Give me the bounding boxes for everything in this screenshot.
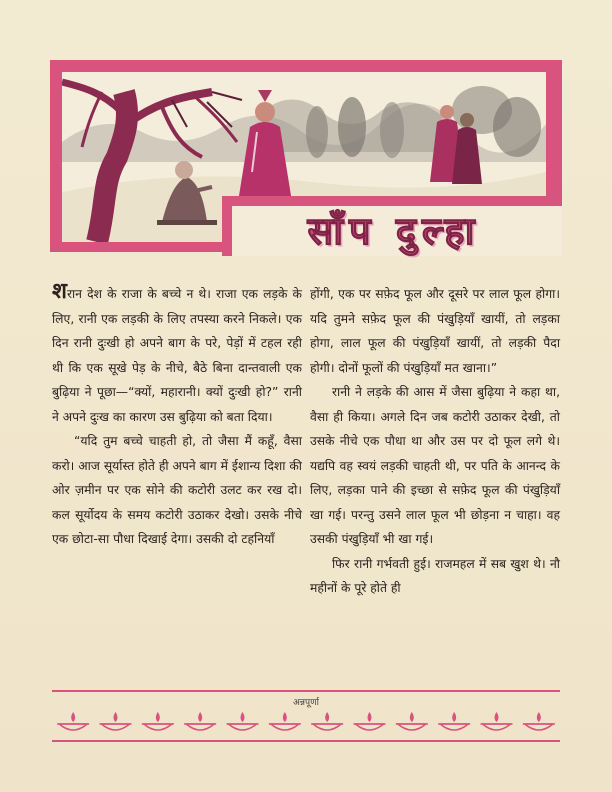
paragraph bbox=[310, 552, 560, 601]
paragraph bbox=[52, 279, 302, 429]
paragraph-text: “यदि तुम बच्चे चाहती हो, तो जैसा मैं कहूँ, वैसा करो। आज सूर्यास्त होते ही अपने बाग में ईशान्य दिशा की ओर ज़मीन पर एक सोने की कटोरी उलट कर रख दो। कल सूर्योदय के समय कटोरी उठाकर देखो। उसके नीचे एक छोटा-सा पौधा दिखाई देगा। उसकी दो टहनियाँ bbox=[52, 434, 302, 546]
footer-rule bbox=[52, 690, 560, 692]
diya-lamp-icon bbox=[227, 712, 259, 730]
paragraph-text: होंगी, एक पर सफ़ेद फूल और दूसरे पर लाल फूल होगा। यदि तुमने सफ़ेद फूल की पंखुड़ियाँ खायीं, तो लड़का होगा, लाल फूल की पंखुड़ियाँ खायीं, तो लड़की पैदा होगी। दोनों फूलों की पंखुड़ियाँ मत खाना।” bbox=[310, 287, 560, 375]
diya-lamp-icon bbox=[100, 712, 132, 730]
diya-lamp-icon bbox=[184, 712, 216, 730]
drop-cap: श bbox=[52, 279, 67, 304]
story-title: साँप दुल्हा bbox=[307, 209, 481, 253]
paragraph bbox=[310, 380, 560, 552]
diya-lamp-icon bbox=[142, 712, 174, 730]
left-column bbox=[52, 279, 302, 552]
diya-lamp-icon bbox=[523, 712, 555, 730]
paragraph-text: फिर रानी गर्भवती हुई। राजमहल में सब खुश थे। नौ महीनों के पूरे होते ही bbox=[310, 556, 560, 595]
lamp-border bbox=[52, 708, 560, 738]
paragraph-text: रान देश के राजा के बच्चे न थे। राजा एक लड़के के लिए, रानी एक लड़की के लिए तपस्या करने निकले। एक दिन रानी दुःखी हो अपने बाग के परे, पेड़ों में टहल रही थी कि एक सूखे पेड़ के नीचे, बैठे बिना दान्तवाली एक बुढ़िया ने पूछा—“क्यों, महारानी। क्यों दुःखी हो?” रानी ने अपने दुःख का कारण उस बुढ़िया को बता दिया। bbox=[52, 287, 302, 424]
right-column bbox=[310, 282, 560, 601]
diya-lamp-icon bbox=[57, 712, 89, 730]
diya-lamp-icon bbox=[438, 712, 470, 730]
magazine-name: अन्नपूर्णा bbox=[293, 698, 319, 708]
diya-lamp-icon bbox=[52, 708, 560, 738]
diya-lamp-icon bbox=[311, 712, 343, 730]
paragraph bbox=[310, 282, 560, 380]
diya-lamp-icon bbox=[269, 712, 301, 730]
footer-rule bbox=[52, 740, 560, 742]
diya-lamp-icon bbox=[354, 712, 386, 730]
diya-lamp-icon bbox=[481, 712, 513, 730]
paragraph bbox=[52, 429, 302, 552]
paragraph-text: रानी ने लड़के की आस में जैसा बुढ़िया ने कहा था, वैसा ही किया। अगले दिन जब कटोरी उठाकर देखी, तो उसके नीचे एक पौधा था और उस पर दो फूल लगे थे। यद्यपि वह स्वयं लड़की चाहती थी, पर पति के आनन्द के लिए, लड़का पाने की इच्छा से सफ़ेद फूल की पंखुड़ियाँ खा गई। परन्तु उसने लाल फूल भी छोड़ना न चाहा। वह उसकी पंखुड़ियाँ भी खा गई। bbox=[310, 385, 560, 546]
diya-lamp-icon bbox=[396, 712, 428, 730]
